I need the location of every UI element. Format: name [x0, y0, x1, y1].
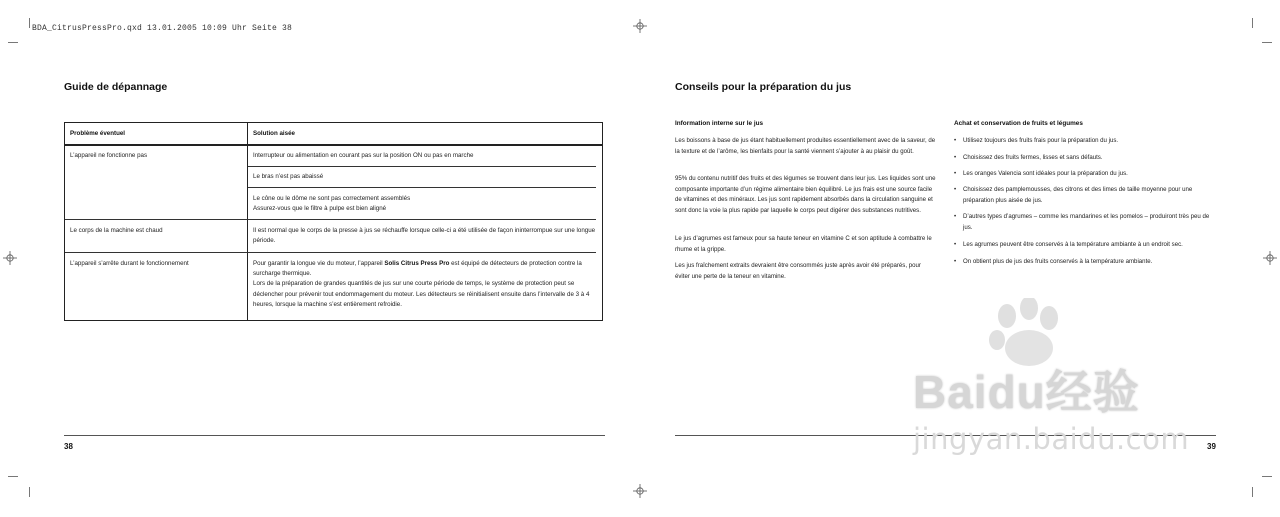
table-row-problem: L’appareil ne fonctionne pas [70, 152, 148, 159]
footer-rule [64, 435, 605, 436]
list-item: • Les agrumes peuvent être conservés à la température ambiante à un endroit sec. [954, 240, 1216, 251]
header-divider [65, 144, 602, 146]
column-header-solution: Solution aisée [253, 130, 295, 137]
list-item: • D’autres types d’agrumes – comme les mandarines et les pomelos – produiront très peu de jus. [954, 212, 1216, 233]
row-divider [65, 252, 596, 253]
crop-mark [29, 18, 30, 28]
page-number: 38 [64, 442, 73, 451]
table-row-solution [253, 259, 596, 310]
table-row-solution: Interrupteur ou alimentation en courant pas sur la position ON ou pas en marche [253, 152, 474, 159]
list-item: • On obtient plus de jus des fruits conservés à la température ambiante. [954, 257, 1216, 268]
watermark-text: Baidu经验 [913, 366, 1140, 418]
section-heading: Information interne sur le jus [675, 120, 764, 127]
solution-text: est équipé de détecteurs de protection contre la surcharge thermique. Lors de la préparation de grandes quantités de jus sur une courte période de temps, le système de protection peut se déclencher pour prévenir tout endommagement du moteur. Les détecteurs se réinitialisent ensuite dans l’intervalle de 3 à 4 heures, lorsque la machine s’est entièrement refroidie. [253, 260, 590, 308]
registration-mark-icon [1263, 251, 1277, 265]
page-number: 39 [1207, 442, 1216, 451]
crop-mark [1262, 476, 1272, 477]
paragraph: Le jus d’agrumes est fameux pour sa haute teneur en vitamine C et son aptitude à combattre le rhume et la grippe. [675, 235, 932, 253]
registration-mark-icon [633, 19, 647, 33]
solution-text: Pour garantir la longue vie du moteur, l’appareil [253, 260, 385, 267]
table-row-solution: Il est normal que le corps de la presse à jus se réchauffe lorsque celle-ci a été utilisée de façon ininterrompue sur une longue période. [253, 227, 596, 245]
table-row-problem: Le corps de la machine est chaud [70, 227, 163, 234]
paragraph: Les boissons à base de jus étant habituellement produites essentiellement avec de la saveur, de la texture et de l’arôme, les bienfaits pour la santé viennent s’ajouter à au plaisir du goût. [675, 137, 936, 155]
registration-mark-icon [3, 251, 17, 265]
section-heading: Achat et conservation de fruits et légumes [954, 120, 1083, 127]
table-row-solution: Le cône ou le dôme ne sont pas correctement assemblés Assurez-vous que le filtre à pulpe est bien aligné [253, 195, 411, 213]
paragraph: Les jus fraîchement extraits devraient être consommés juste après avoir été préparés, pour éviter une perte de la teneur en vitamine. [675, 262, 921, 280]
bullet-list [954, 136, 1216, 276]
column-header-problem: Problème éventuel [70, 130, 126, 137]
crop-mark [1252, 18, 1253, 28]
list-item: • Choisissez des pamplemousses, des citrons et des limes de taille moyenne pour une préparation plus aisée de jus. [954, 185, 1216, 206]
print-slug: BDA_CitrusPressPro.qxd 13.01.2005 10:09 Uhr Seite 38 [32, 24, 293, 33]
crop-mark [8, 476, 18, 477]
column-divider [247, 123, 248, 320]
row-divider [248, 187, 596, 188]
watermark-logo [905, 326, 1205, 476]
left-page-title: Guide de dépannage [64, 81, 168, 93]
registration-mark-icon [633, 484, 647, 498]
crop-mark [1252, 487, 1253, 497]
table-row-solution: Le bras n’est pas abaissé [253, 173, 324, 180]
row-divider [65, 219, 596, 220]
list-item: • Choisissez des fruits fermes, lisses et sans défauts. [954, 153, 1216, 164]
table-row-problem: L’appareil s’arrête durant le fonctionnement [70, 260, 189, 267]
troubleshooting-table [64, 122, 603, 321]
right-page-title: Conseils pour la préparation du jus [675, 81, 852, 93]
row-divider [248, 166, 596, 167]
crop-mark [29, 487, 30, 497]
crop-mark [1262, 42, 1272, 43]
paragraph: 95% du contenu nutritif des fruits et des légumes se trouvent dans leur jus. Les liquides sont une composante importante d’un régime alimentaire bien équilibré. Le jus frais est une source facile de vitamines et des minéraux. Les jus sont rapidement absorbés dans la circulation sanguine et sont donc la voie la plus rapide par laquelle le corps peut digérer des substances nutritives. [675, 175, 936, 214]
crop-mark [8, 42, 18, 43]
watermark-url: jingyan.baidu.com [913, 422, 1190, 456]
list-item: • Les oranges Valencia sont idéales pour la préparation du jus. [954, 169, 1216, 180]
brand-name: Solis Citrus Press Pro [384, 260, 450, 267]
list-item: • Utilisez toujours des fruits frais pour la préparation du jus. [954, 136, 1216, 147]
